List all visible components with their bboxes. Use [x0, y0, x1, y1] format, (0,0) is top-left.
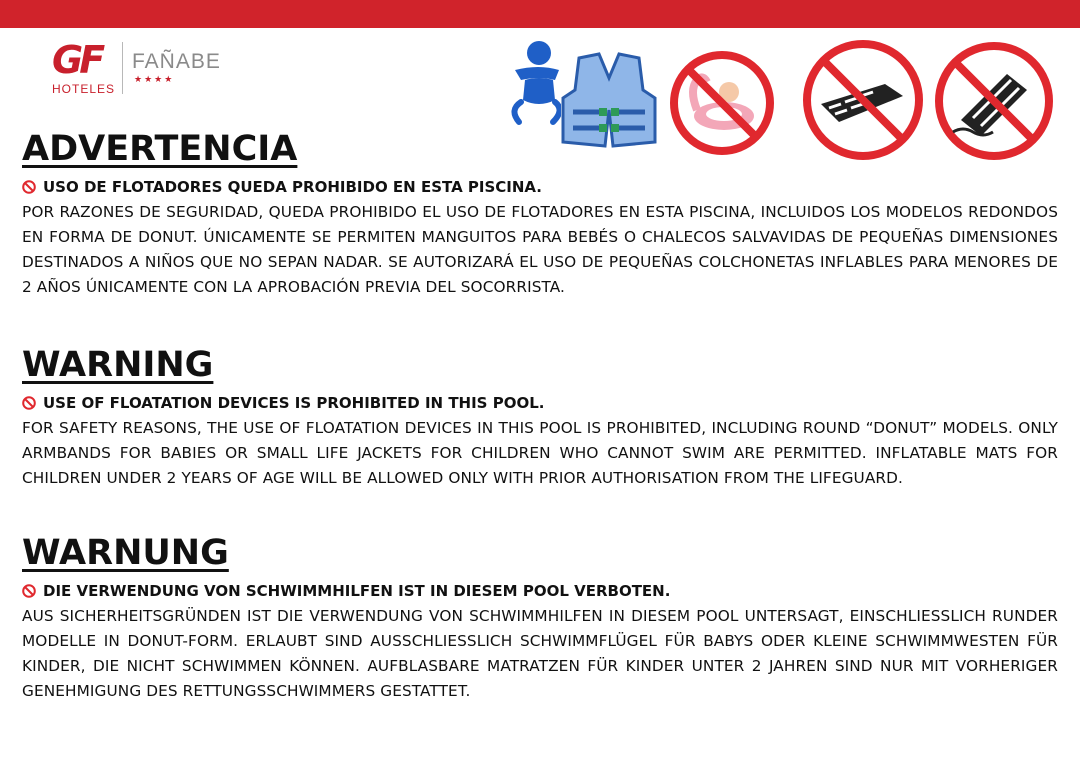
prohibited-icon — [22, 584, 36, 598]
section-german — [22, 530, 1058, 704]
section-english — [22, 342, 1058, 491]
body-text-german: AUS SICHERHEITSGRÜNDEN IST DIE VERWENDUNG VON SCHWIMMHILFEN IN DIESEM POOL UNTERSAGT, EINSCHLIESSLICH RUNDER MODELLE IN DONUT-FORM. ERLAUBT SIND AUSSCHLIESSLICH SCHWIMMFLÜGEL FÜR BABYS ODER KLEINE SCHWIMMWESTEN FÜR KINDER, DIE NICHT SCHWIMMEN KÖNNEN. AUFBLASBARE MATRATZEN FÜR KINDER UNTER 2 JAHREN SIND NUR MIT VORHERIGER GENEHMIGUNG DES RETTUNGSSCHWIMMERS GESTATTET. — [22, 607, 1058, 700]
logo-stars: ★★★★ — [134, 74, 175, 84]
subheading-english — [22, 392, 1058, 414]
subheading-spanish — [22, 176, 1058, 198]
subheading-text: USO DE FLOTADORES QUEDA PROHIBIDO EN ESTA PISCINA. — [43, 178, 543, 196]
heading-warning: WARNING — [22, 345, 214, 385]
hotel-logo — [52, 40, 252, 100]
heading-advertencia: ADVERTENCIA — [22, 129, 298, 169]
body-text-spanish: POR RAZONES DE SEGURIDAD, QUEDA PROHIBIDO EL USO DE FLOTADORES EN ESTA PISCINA, INCLUIDOS LOS MODELOS REDONDOS EN FORMA DE DONUT. ÚNICAMENTE SE PERMITEN MANGUITOS PARA BEBÉS O CHALECOS SALVAVIDAS DE PEQUEÑAS DIMENSIONES DESTINADOS A NIÑOS QUE NO SEPAN NADAR. SE AUTORIZARÁ EL USO DE PEQUEÑAS COLCHONETAS INFLABLES PARA MENORES DE 2 AÑOS ÚNICAMENTE CON LA APROBACIÓN PREVIA DEL SOCORRISTA. — [22, 203, 1058, 296]
heading-warnung: WARNUNG — [22, 533, 229, 573]
subheading-text: USE OF FLOATATION DEVICES IS PROHIBITED IN THIS POOL. — [43, 394, 545, 412]
section-spanish — [22, 126, 1058, 300]
baby-icon — [505, 40, 561, 126]
logo-subtitle: HOTELES — [52, 82, 116, 96]
logo-name: FAÑABE — [132, 50, 221, 73]
logo-mark: GF — [52, 38, 102, 82]
subheading-text: DIE VERWENDUNG VON SCHWIMMHILFEN IST IN DIESEM POOL VERBOTEN. — [43, 582, 671, 600]
top-brand-bar — [0, 0, 1080, 28]
prohibited-icon — [22, 396, 36, 410]
body-text-english: FOR SAFETY REASONS, THE USE OF FLOATATION DEVICES IN THIS POOL IS PROHIBITED, INCLUDING ROUND “DONUT” MODELS. ONLY ARMBANDS FOR BABIES OR SMALL LIFE JACKETS FOR CHILDREN WHO CANNOT SWIM ARE PERMITTED. INFLATABLE MATS FOR CHILDREN UNDER 2 YEARS OF AGE WILL BE ALLOWED ONLY WITH PRIOR AUTHORISATION FROM THE LIFEGUARD. — [22, 419, 1058, 487]
subheading-german — [22, 580, 1058, 602]
logo-divider — [122, 42, 123, 94]
prohibited-icon — [22, 180, 36, 194]
